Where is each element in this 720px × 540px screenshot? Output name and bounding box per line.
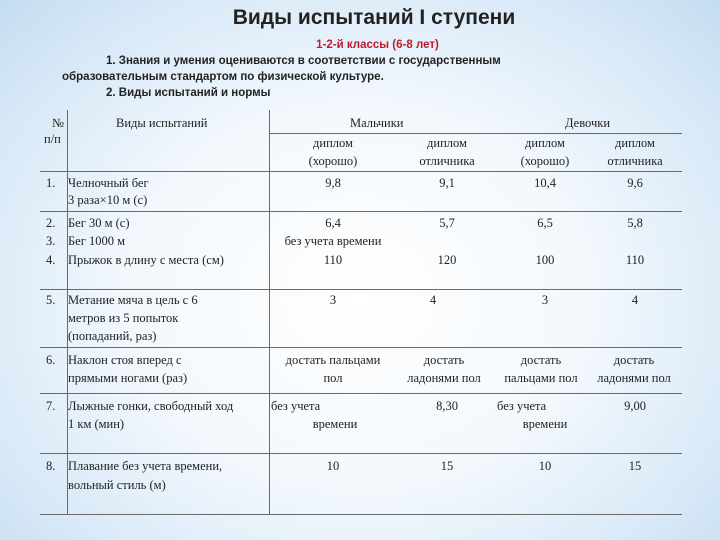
row-6-girls-excellent-1: достать xyxy=(613,353,655,367)
header-girls-good-2: (хорошо) xyxy=(520,154,570,168)
row-1-name-2: 3 раза×10 м (с) xyxy=(68,193,148,207)
row-7-boys-good-2: времени xyxy=(312,417,358,431)
row-1-boys-good: 9,8 xyxy=(325,176,341,190)
grid-hline-row-7 xyxy=(40,453,682,454)
row-5-boys-good: 3 xyxy=(329,293,337,307)
row-5-boys-excellent: 4 xyxy=(429,293,437,307)
row-5-name-1: Метание мяча в цель с 6 xyxy=(68,293,198,307)
header-num: № xyxy=(52,116,64,130)
row-5-name-2: метров из 5 попыток xyxy=(68,311,179,325)
grid-hline-bottom xyxy=(40,514,682,515)
row-2-boys-excellent: 5,7 xyxy=(439,216,455,230)
row-7-name-1: Лыжные гонки, свободный ход xyxy=(68,399,234,413)
row-5-name-3: (попаданий, раз) xyxy=(68,329,157,343)
row-7-name-2: 1 км (мин) xyxy=(68,417,125,431)
row-1-num: 1. xyxy=(46,176,56,190)
header-girls-excellent-2: отличника xyxy=(607,154,663,168)
row-2-girls-good: 6,5 xyxy=(537,216,553,230)
row-3-num: 3. xyxy=(46,234,56,248)
slide-title: Виды испытаний I ступени xyxy=(232,6,516,29)
header-boys: Мальчики xyxy=(350,116,404,130)
grid-hline-subheader xyxy=(270,133,682,134)
grid-hline-row-6 xyxy=(40,393,682,394)
row-6-girls-good-2: пальцами пол xyxy=(504,371,578,385)
row-4-girls-good: 100 xyxy=(535,253,555,267)
row-6-boys-excellent-1: достать xyxy=(423,353,465,367)
grid-hline-row-4 xyxy=(40,289,682,290)
row-6-num: 6. xyxy=(46,353,56,367)
row-8-girls-good: 10 xyxy=(538,459,552,473)
intro-line-3: 2. Виды испытаний и нормы xyxy=(106,87,271,99)
row-6-name-2: прямыми ногами (раз) xyxy=(68,371,188,385)
row-7-boys-excellent: 8,30 xyxy=(436,399,458,413)
header-girls: Девочки xyxy=(565,116,611,130)
row-1-girls-good: 10,4 xyxy=(534,176,556,190)
row-4-name-1: Прыжок в длину с места (см) xyxy=(68,253,224,267)
row-2-num: 2. xyxy=(46,216,56,230)
row-7-girls-good-2: времени xyxy=(522,417,568,431)
row-8-girls-excellent: 15 xyxy=(628,459,642,473)
row-2-girls-excellent: 5,8 xyxy=(627,216,643,230)
header-boys-good-1: диплом xyxy=(313,136,353,150)
row-4-girls-excellent: 110 xyxy=(625,253,645,267)
row-1-name-1: Челночный бег xyxy=(68,176,149,190)
row-8-boys-excellent: 15 xyxy=(440,459,454,473)
row-2-boys-good: 6,4 xyxy=(325,216,341,230)
row-8-boys-good: 10 xyxy=(326,459,340,473)
row-3-boys-good: без учета времени xyxy=(284,234,382,248)
row-6-girls-good-1: достать xyxy=(520,353,562,367)
row-3-name-1: Бег 1000 м xyxy=(68,234,126,248)
row-7-boys-good-1: без учета xyxy=(271,399,321,413)
header-num-2: п/п xyxy=(44,132,61,146)
row-7-girls-good-1: без учета xyxy=(497,399,547,413)
row-5-girls-excellent: 4 xyxy=(631,293,639,307)
grid-hline-row-5 xyxy=(40,347,682,348)
row-1-boys-excellent: 9,1 xyxy=(439,176,455,190)
row-4-boys-good: 110 xyxy=(323,253,343,267)
header-boys-excellent-2: отличника xyxy=(419,154,475,168)
row-1-girls-excellent: 9,6 xyxy=(627,176,643,190)
intro-line-2: образовательным стандартом по физической культуре. xyxy=(62,71,384,83)
row-8-num: 8. xyxy=(46,459,56,473)
row-8-name-2: вольный стиль (м) xyxy=(68,478,166,492)
row-6-boys-good-2: пол xyxy=(323,371,343,385)
row-4-boys-excellent: 120 xyxy=(437,253,457,267)
intro-line-1: 1. Знания и умения оцениваются в соответствии с государственным xyxy=(106,55,501,67)
row-4-num: 4. xyxy=(46,253,56,267)
row-5-girls-good: 3 xyxy=(541,293,549,307)
grid-hline-row-1 xyxy=(40,211,682,212)
row-6-boys-excellent-2: ладонями пол xyxy=(407,371,481,385)
row-8-name-1: Плавание без учета времени, xyxy=(68,459,223,473)
row-6-boys-good-1: достать пальцами xyxy=(285,353,381,367)
header-girls-good-1: диплом xyxy=(525,136,565,150)
header-tests: Виды испытаний xyxy=(116,116,208,130)
header-boys-good-2: (хорошо) xyxy=(308,154,358,168)
header-girls-excellent-1: диплом xyxy=(615,136,655,150)
row-5-num: 5. xyxy=(46,293,56,307)
row-6-name-1: Наклон стоя вперед с xyxy=(68,353,182,367)
row-2-name-1: Бег 30 м (с) xyxy=(68,216,130,230)
slide-subtitle: 1-2-й классы (6-8 лет) xyxy=(316,39,439,51)
row-7-girls-excellent: 9,00 xyxy=(624,399,646,413)
row-6-girls-excellent-2: ладонями пол xyxy=(597,371,671,385)
row-7-num: 7. xyxy=(46,399,56,413)
header-boys-excellent-1: диплом xyxy=(427,136,467,150)
grid-hline-header xyxy=(40,171,682,172)
